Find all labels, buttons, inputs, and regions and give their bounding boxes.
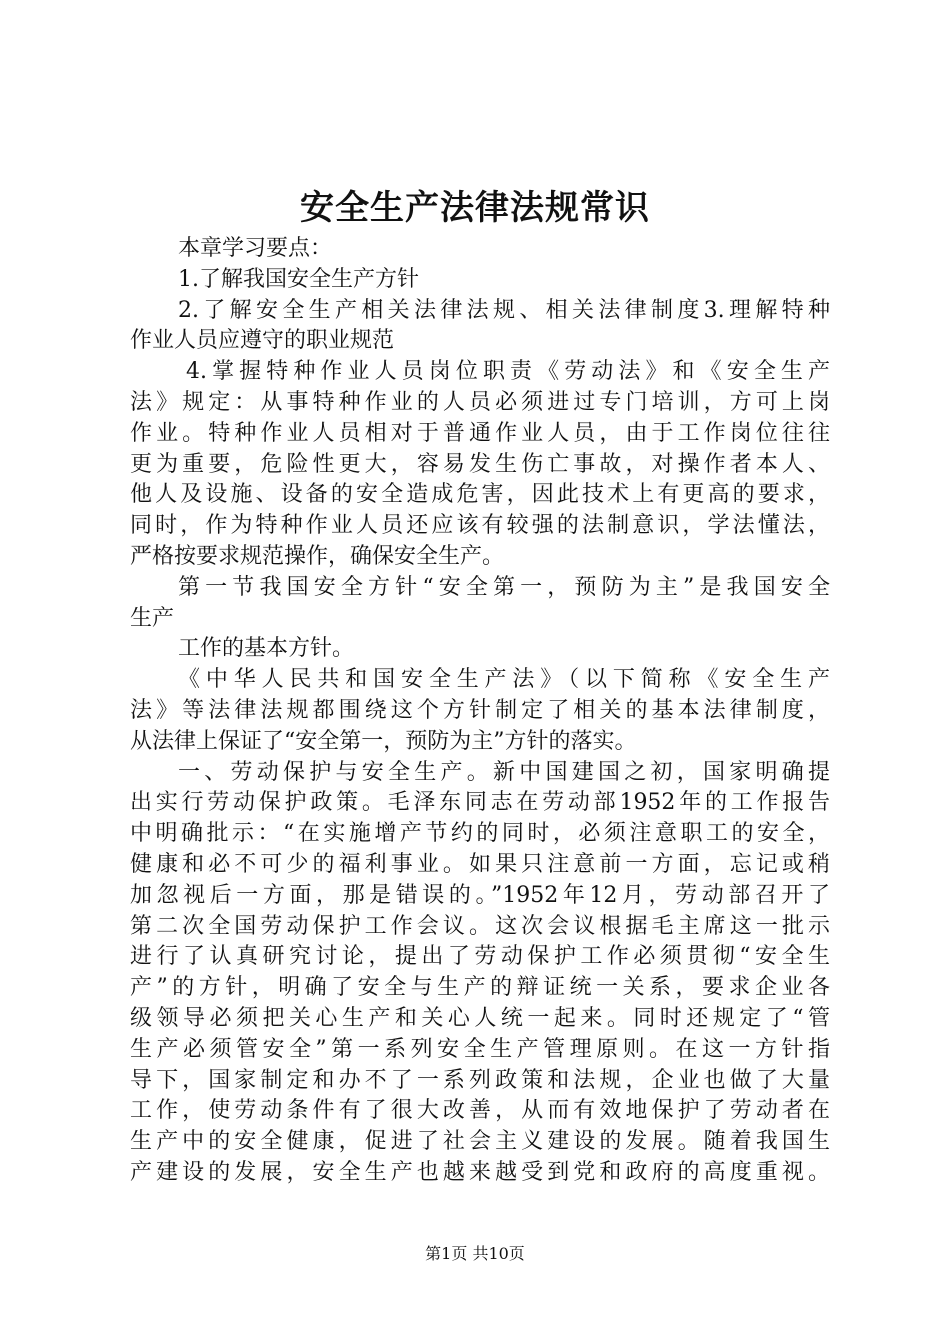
text-line: 他人及设施、设备的安全造成危害，因此技术上有更高的要求， — [130, 482, 830, 508]
text-line: 作业人员应遵守的职业规范 — [130, 328, 395, 354]
text-line: 第二次全国劳动保护工作会议。这次会议根据毛主席这一批示 — [130, 913, 830, 939]
text-line: 《中华人民共和国安全生产法》（以下简称《安全生产 — [178, 667, 830, 693]
text-line: 一、劳动保护与安全生产。新中国建国之初，国家明确提 — [178, 759, 830, 785]
text-line: 从法律上保证了“安全第一，预防为主”方针的落实。 — [130, 728, 637, 754]
text-line: 进行了认真研究讨论，提出了劳动保护工作必须贯彻“安全生 — [130, 944, 830, 970]
text-line: 健康和必不可少的福利事业。如果只注意前一方面，忘记或稍 — [130, 851, 830, 877]
text-line: 更为重要，危险性更大，容易发生伤亡事故，对操作者本人、 — [130, 451, 830, 477]
text-line: 同时，作为特种作业人员还应该有较强的法制意识，学法懂法， — [130, 513, 830, 539]
text-line: 4.掌握特种作业人员岗位职责《劳动法》和《安全生产 — [186, 359, 830, 385]
text-line: 作业。特种作业人员相对于普通作业人员，由于工作岗位往往 — [130, 420, 830, 446]
text-line: 产建设的发展，安全生产也越来越受到党和政府的高度重视。 — [130, 1159, 830, 1185]
text-line: 2.了解安全生产相关法律法规、相关法律制度3.理解特种 — [178, 297, 830, 323]
text-line: 导下，国家制定和办不了一系列政策和法规，企业也做了大量 — [130, 1067, 830, 1093]
text-line: 生产中的安全健康，促进了社会主义建设的发展。随着我国生 — [130, 1129, 830, 1155]
text-line: 法》规定：从事特种作业的人员必须进过专门培训，方可上岗 — [130, 389, 830, 415]
text-line: 中明确批示：“在实施增产节约的同时，必须注意职工的安全， — [130, 821, 830, 847]
text-line: 工作的基本方针。 — [178, 636, 355, 662]
document-body — [130, 234, 830, 1189]
text-line: 第一节我国安全方针“安全第一，预防为主”是我国安全 — [178, 574, 830, 600]
text-line: 法》等法律法规都围绕这个方针制定了相关的基本法律制度， — [130, 697, 830, 723]
text-line: 本章学习要点： — [178, 236, 333, 261]
text-line: 出实行劳动保护政策。毛泽东同志在劳动部1952年的工作报告 — [130, 790, 830, 816]
text-line: 加忽视后一方面，那是错误的。”1952年12月，劳动部召开了 — [130, 882, 830, 908]
text-line: 产”的方针，明确了安全与生产的辩证统一关系，要求企业各 — [130, 975, 830, 1001]
text-line: 工作，使劳动条件有了很大改善，从而有效地保护了劳动者在 — [130, 1098, 830, 1124]
text-line: 1.了解我国安全生产方针 — [178, 266, 419, 292]
text-line: 级领导必须把关心生产和关心人统一起来。同时还规定了“管 — [130, 1005, 830, 1031]
document-title: 安全生产法律法规常识 — [300, 188, 650, 228]
page-footer: 第1页 共10页 — [425, 1244, 525, 1263]
text-line: 生产 — [130, 605, 175, 631]
text-line: 严格按要求规范操作，确保安全生产。 — [130, 543, 505, 569]
text-line: 生产必须管安全”第一系列安全生产管理原则。在这一方针指 — [130, 1036, 830, 1062]
